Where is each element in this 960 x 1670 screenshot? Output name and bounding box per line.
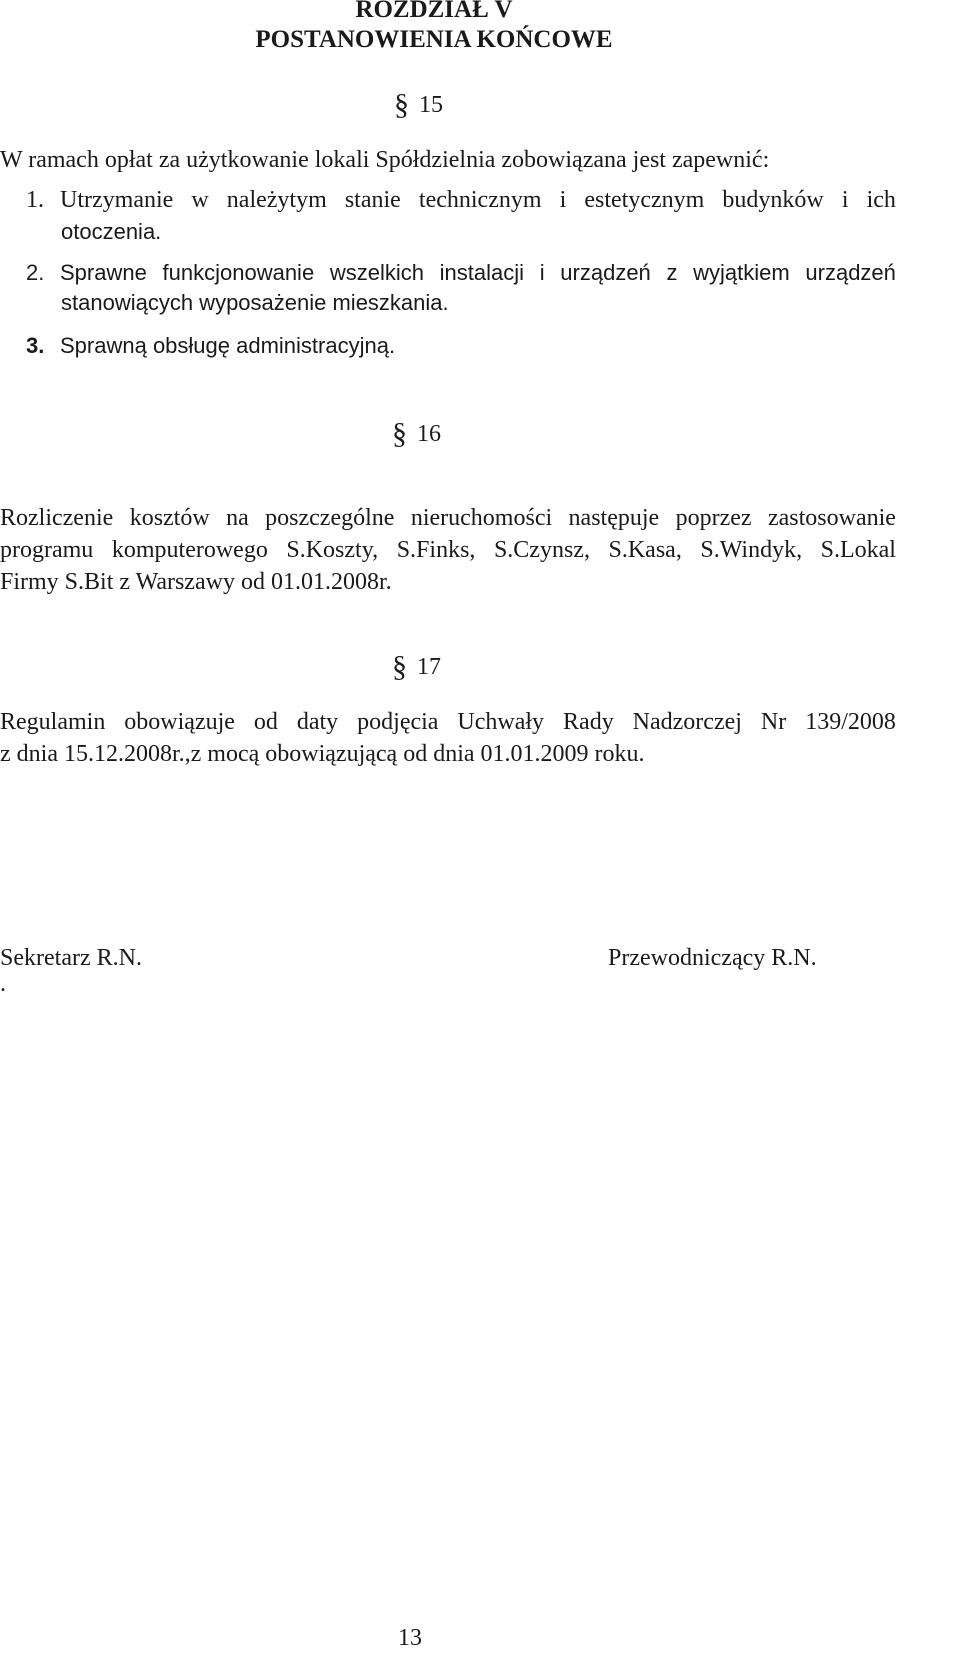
word: od [253, 709, 278, 735]
word: i [559, 187, 567, 213]
word: instalacji [439, 260, 525, 285]
word: ich [866, 187, 896, 213]
word: poprzez [675, 505, 752, 531]
section-number: 16 [417, 421, 441, 447]
section-17-paragraph [0, 708, 896, 768]
word: urządzeń [805, 260, 896, 285]
word: programu [0, 537, 94, 563]
word: S.Koszty, [286, 537, 379, 563]
section-number: 17 [417, 654, 441, 680]
word: daty [296, 709, 339, 735]
word: estetycznym [584, 187, 705, 213]
word: Regulamin [0, 709, 106, 735]
section-sign-icon: § [394, 88, 409, 121]
word: następuje [568, 505, 660, 531]
word: Utrzymanie [60, 187, 174, 213]
list-item-text: Sprawną obsługę administracyjną. [60, 333, 396, 358]
word: komputerowego [111, 537, 268, 563]
list-number: 1. [26, 187, 44, 213]
word: Rady [563, 709, 614, 735]
section-number: 15 [419, 92, 443, 118]
word: S.Czynsz, [493, 537, 590, 563]
section-17-heading [392, 648, 441, 682]
chapter-subtitle: POSTANOWIENIA KOŃCOWE [255, 26, 613, 53]
word: należytym [226, 187, 327, 213]
word: w [191, 187, 209, 213]
word: obowiązuje [124, 709, 235, 735]
word: funkcjonowanie [162, 260, 315, 285]
word: Nadzorczej [632, 709, 742, 735]
word: Uchwały [457, 709, 545, 735]
word: wszelkich [329, 260, 424, 285]
word: i [539, 260, 545, 285]
paragraph-line: z dnia 15.12.2008r.,z mocą obowiązującą od dnia 01.01.2009 roku. [0, 741, 645, 767]
word: podjęcia [357, 709, 439, 735]
word: i [841, 187, 849, 213]
section-sign-icon: § [392, 650, 407, 683]
page-number: 13 [398, 1625, 422, 1651]
paragraph-line: Firmy S.Bit z Warszawy od 01.01.2008r. [0, 569, 392, 595]
chapter-title: ROZDZIAŁ V [355, 0, 513, 23]
word: S.Windyk, [700, 537, 803, 563]
list-item-3 [26, 333, 395, 359]
signature-secretary: Sekretarz R.N. [0, 945, 142, 971]
word: 139/2008 [805, 709, 896, 735]
word: kosztów [129, 505, 210, 531]
word: Nr [760, 709, 787, 735]
list-number: 2. [26, 260, 45, 285]
list-item-1 [26, 186, 896, 214]
signature-dot: . [0, 971, 6, 997]
word: z [666, 260, 678, 285]
list-item-2 [26, 260, 896, 286]
word: technicznym [418, 187, 542, 213]
word: S.Kasa, [608, 537, 682, 563]
section-16-heading [392, 415, 441, 449]
word: S.Finks, [396, 537, 476, 563]
word: Sprawne [60, 260, 147, 285]
word: poszczególne [265, 505, 395, 531]
signature-chairman: Przewodniczący R.N. [608, 945, 817, 971]
word: Rozliczenie [0, 505, 114, 531]
word: na [226, 505, 249, 531]
word: nieruchomości [410, 505, 553, 531]
section-15-intro: W ramach opłat za użytkowanie lokali Spółdzielnia zobowiązana jest zapewnić: [0, 147, 770, 173]
word: budynków [722, 187, 824, 213]
section-sign-icon: § [392, 417, 407, 450]
word: S.Lokal [820, 537, 896, 563]
section-16-paragraph [0, 504, 896, 596]
word: urządzeń [560, 260, 651, 285]
list-number: 3. [26, 333, 45, 358]
list-item-2-continuation: stanowiących wyposażenie mieszkania. [61, 290, 449, 315]
word: wyjątkiem [693, 260, 790, 285]
word: zastosowanie [767, 505, 896, 531]
section-15-heading [394, 86, 443, 120]
word: stanie [344, 187, 401, 213]
list-item-1-continuation: otoczenia. [61, 219, 162, 244]
